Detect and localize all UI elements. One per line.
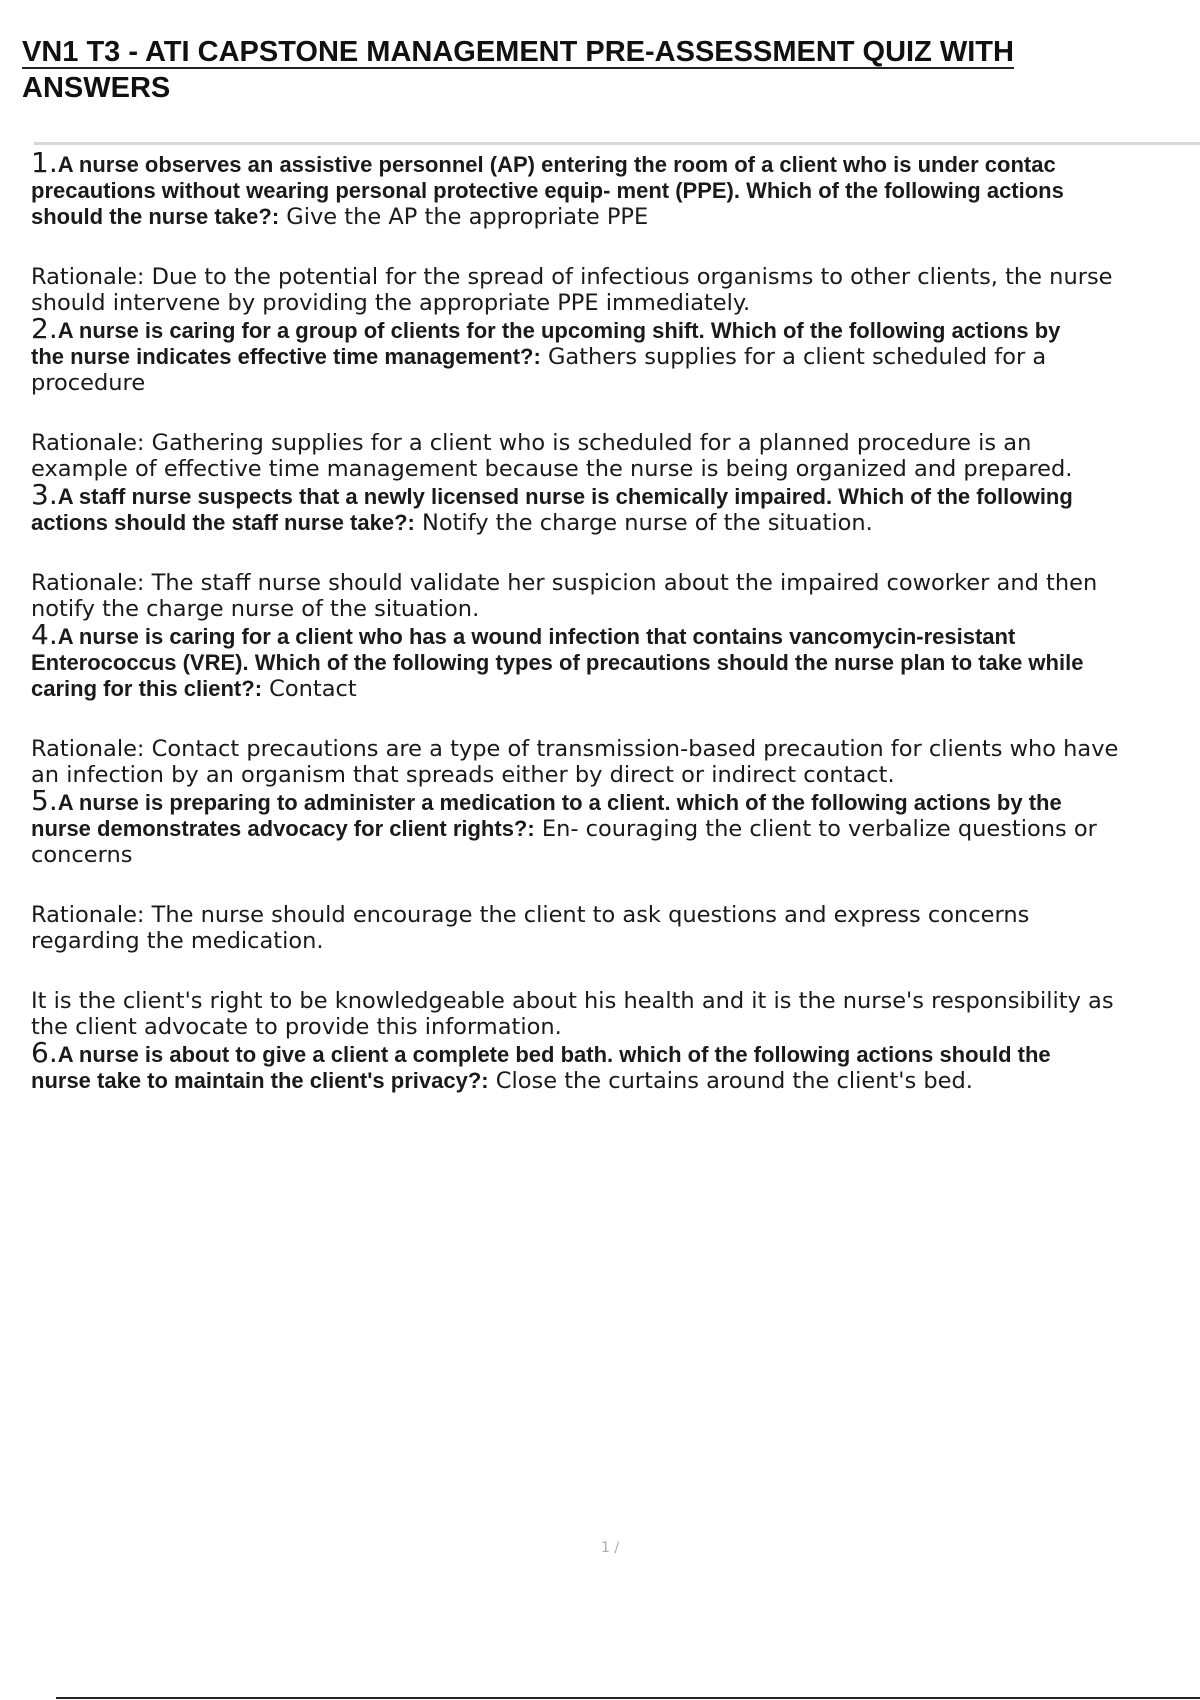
question-text-line: A nurse is preparing to administer a medication to a client. which of the following actions by the	[57, 790, 1062, 815]
answer-text: procedure	[31, 370, 146, 396]
question-6	[31, 1036, 1200, 1094]
rationale-line: should intervene by providing the appropriate PPE immediately.	[31, 290, 751, 316]
quiz-content	[31, 146, 1200, 1094]
title-line-1: VN1 T3 - ATI CAPSTONE MANAGEMENT PRE-ASSESSMENT QUIZ WITH	[22, 36, 1014, 68]
rationale-line: Rationale: The staff nurse should validate her suspicion about the impaired coworker and then	[31, 570, 1098, 596]
rationale-line: regarding the medication.	[31, 928, 324, 954]
rationale-line: Rationale: The nurse should encourage the client to ask questions and express concerns	[31, 902, 1030, 928]
question-1	[31, 146, 1200, 230]
question-5	[31, 784, 1200, 868]
question-text-line: Enterococcus (VRE). Which of the following types of precautions should the nurse plan to take while	[31, 650, 1084, 675]
question-2	[31, 312, 1200, 396]
question-3	[31, 478, 1200, 536]
rationale-line: an infection by an organism that spreads either by direct or indirect contact.	[31, 762, 895, 788]
question-4	[31, 618, 1200, 702]
question-text-line: A nurse is caring for a group of clients for the upcoming shift. Which of the following actions by	[57, 318, 1061, 343]
question-text-line: nurse demonstrates advocacy for client rights?:	[31, 816, 535, 841]
question-number: 6.	[31, 1036, 58, 1069]
rationale-extra-line: It is the client's right to be knowledgeable about his health and it is the nurse's responsibility as	[31, 988, 1114, 1014]
question-number: 2.	[31, 312, 58, 345]
rationale-line: example of effective time management because the nurse is being organized and prepared.	[31, 456, 1073, 482]
question-text-line: precautions without wearing personal protective equip- ment (PPE). Which of the following actions	[31, 178, 1064, 203]
question-text-line: should the nurse take?:	[31, 204, 280, 229]
answer-text: Contact	[262, 676, 357, 702]
question-number: 1.	[31, 146, 58, 179]
question-text-line: A nurse observes an assistive personnel (AP) entering the room of a client who is under contac	[57, 152, 1056, 177]
footer-divider	[56, 1697, 1200, 1699]
question-number: 3.	[31, 478, 58, 511]
rationale-extra-line: the client advocate to provide this information.	[31, 1014, 562, 1040]
answer-text: Give the AP the appropriate PPE	[279, 204, 649, 230]
question-text-line: A nurse is about to give a client a complete bed bath. which of the following actions should the	[57, 1042, 1051, 1067]
rationale-line: Rationale: Contact precautions are a type of transmission-based precaution for clients who have	[31, 736, 1119, 762]
rationale-line: Rationale: Due to the potential for the spread of infectious organisms to other clients, the nurse	[31, 264, 1113, 290]
title-line-2: ANSWERS	[22, 72, 171, 104]
question-text-line: caring for this client?:	[31, 676, 263, 701]
question-text-line: actions should the staff nurse take?:	[31, 510, 415, 535]
question-text-line: nurse take to maintain the client's privacy?:	[31, 1068, 489, 1093]
question-number: 4.	[31, 618, 58, 651]
question-text-line: A staff nurse suspects that a newly licensed nurse is chemically impaired. Which of the following	[57, 484, 1073, 509]
answer-text: Close the curtains around the client's bed.	[488, 1068, 973, 1094]
document-title	[22, 34, 1172, 106]
question-number: 5.	[31, 784, 58, 817]
page-number: 1 /	[601, 1540, 620, 1556]
question-text-line: A nurse is caring for a client who has a wound infection that contains vancomycin-resistant	[57, 624, 1016, 649]
answer-text: Gathers supplies for a client scheduled for a	[540, 344, 1047, 370]
rationale-line: notify the charge nurse of the situation.	[31, 596, 480, 622]
answer-text: Notify the charge nurse of the situation.	[414, 510, 873, 536]
rationale-line: Rationale: Gathering supplies for a client who is scheduled for a planned procedure is an	[31, 430, 1032, 456]
answer-text: concerns	[31, 842, 133, 868]
answer-text: En- couraging the client to verbalize questions or	[534, 816, 1097, 842]
header-divider	[34, 142, 1200, 145]
question-text-line: the nurse indicates effective time management?:	[31, 344, 541, 369]
